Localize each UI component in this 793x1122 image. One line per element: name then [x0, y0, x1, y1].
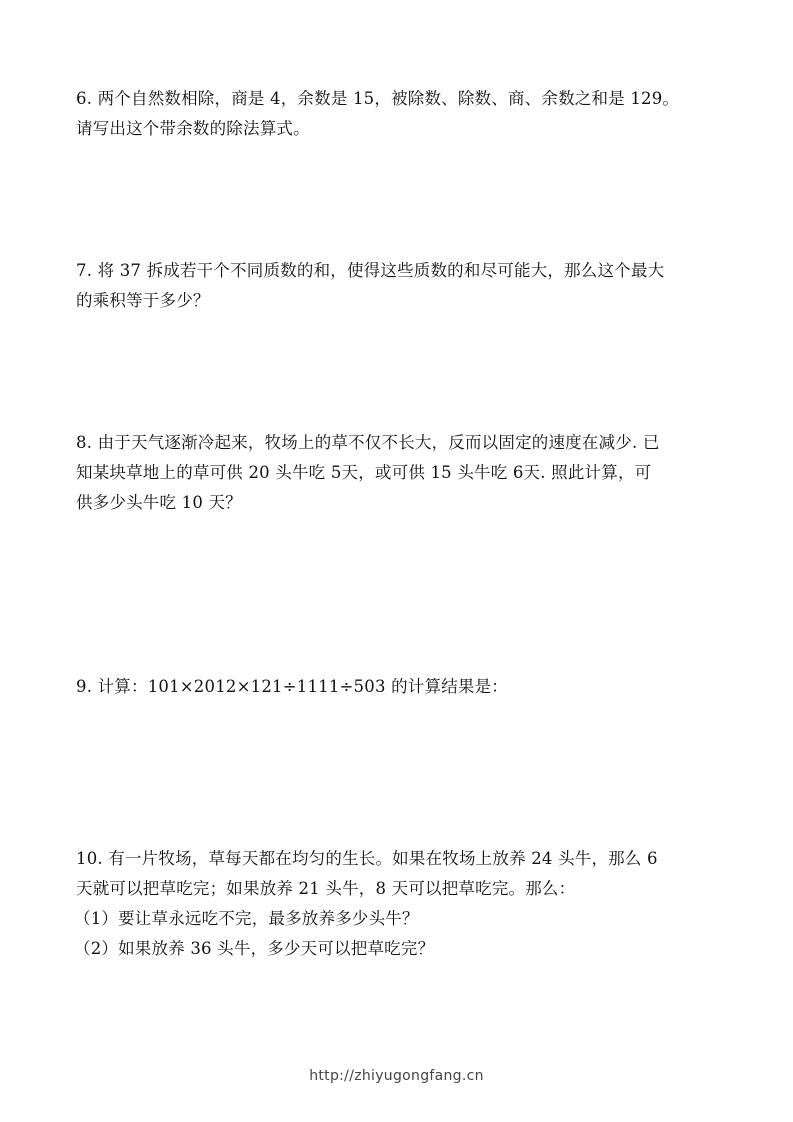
question-9-line-1: 9. 计算：101×2012×121÷1111÷503 的计算结果是： [76, 677, 508, 696]
question-10-subquestion-1: （1）要让草永远吃不完，最多放养多少头牛？ [74, 909, 419, 928]
question-10 [76, 844, 726, 964]
question-10-line-1: 10. 有一片牧场，草每天都在均匀的生长。如果在牧场上放养 24 头牛，那么 6 [76, 849, 658, 868]
question-8 [76, 428, 726, 518]
question-8-line-1: 8. 由于天气逐渐冷起来，牧场上的草不仅不长大，反而以固定的速度在减少. 已 [76, 433, 660, 452]
question-7-line-1: 7. 将 37 拆成若干个不同质数的和，使得这些质数的和尽可能大，那么这个最大 [76, 261, 665, 280]
question-10-line-2: 天就可以把草吃完；如果放养 21 头牛，8 天可以把草吃完。那么： [76, 879, 576, 898]
question-10-subquestion-2: （2）如果放养 36 头牛，多少天可以把草吃完？ [74, 939, 435, 958]
question-8-line-3: 供多少头牛吃 10 天？ [76, 493, 242, 512]
question-7 [76, 256, 726, 316]
question-6 [76, 84, 726, 144]
question-9 [76, 672, 726, 702]
question-6-line-1: 6. 两个自然数相除，商是 4，余数是 15，被除数、除数、商、余数之和是 129。 [76, 89, 680, 108]
question-7-line-2: 的乘积等于多少？ [76, 291, 210, 310]
footer-url: http://zhiyugongfang.cn [309, 1068, 484, 1084]
question-8-line-2: 知某块草地上的草可供 20 头牛吃 5天，或可供 15 头牛吃 6天. 照此计算，可 [76, 463, 652, 482]
question-6-line-2: 请写出这个带余数的除法算式。 [76, 119, 310, 138]
